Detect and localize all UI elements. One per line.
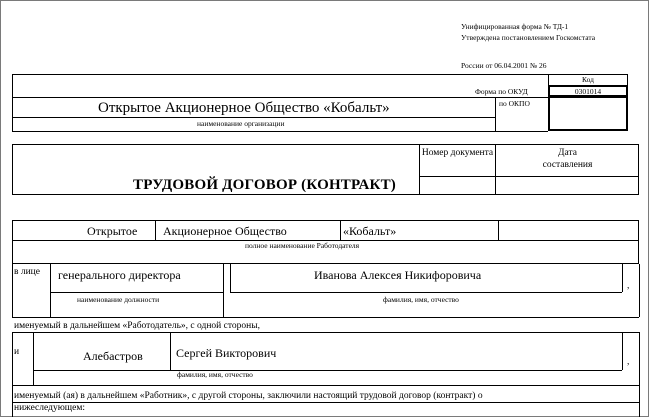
- employer-name-part2: Акционерное Общество: [163, 224, 287, 238]
- document-date-header: Дата составления: [542, 148, 593, 170]
- employee-caption: фамилия, имя, отчество: [177, 370, 253, 379]
- representative-comma: ,: [627, 281, 630, 291]
- organization-caption: наименование организации: [197, 119, 285, 128]
- document-number-header: Номер документа: [421, 148, 494, 158]
- okpo-label: по ОКПО: [499, 99, 530, 108]
- okud-value: 0301014: [574, 87, 602, 96]
- employer-name-part1: Открытое: [87, 224, 138, 238]
- employee-name: Сергей Викторович: [176, 346, 277, 360]
- form-info-line3: России от 06.04.2001 № 26: [461, 61, 547, 70]
- representative-prefix: в лице: [14, 267, 40, 277]
- representative-name-caption: фамилия, имя, отчество: [383, 295, 459, 304]
- employee-prefix: и: [14, 347, 20, 357]
- closing-text-line2: нижеследующем:: [14, 403, 85, 413]
- employer-named-text: именуемый в дальнейшем «Работодатель», с одной стороны,: [14, 321, 260, 331]
- representative-name: Иванова Алексея Никифоровича: [314, 268, 482, 282]
- okpo-value-cell: [548, 96, 628, 131]
- position-caption: наименование должности: [77, 295, 160, 304]
- okud-label: Форма по ОКУД: [475, 87, 528, 96]
- organization-name: Открытое Акционерное Общество «Кобальт»: [98, 100, 390, 116]
- closing-text-line1: именуемый (ая) в дальнейшем «Работник», с другой стороны, заключили настоящий трудовой договор (контракт) о: [14, 391, 483, 401]
- form-info-line2: Утверждена постановлением Госкомстата: [461, 33, 596, 42]
- kod-label: Код: [582, 75, 594, 84]
- employer-name-part3: «Кобальт»: [343, 224, 397, 238]
- employer-caption: полное наименование Работодателя: [245, 241, 360, 250]
- form-info-line1: Унифицированная форма № ТД-1: [461, 22, 569, 31]
- employee-comma: ,: [627, 357, 630, 367]
- employee-surname: Алебастров: [83, 349, 143, 363]
- document-title: ТРУДОВОЙ ДОГОВОР (КОНТРАКТ): [133, 177, 396, 193]
- representative-position: генерального директора: [58, 268, 181, 282]
